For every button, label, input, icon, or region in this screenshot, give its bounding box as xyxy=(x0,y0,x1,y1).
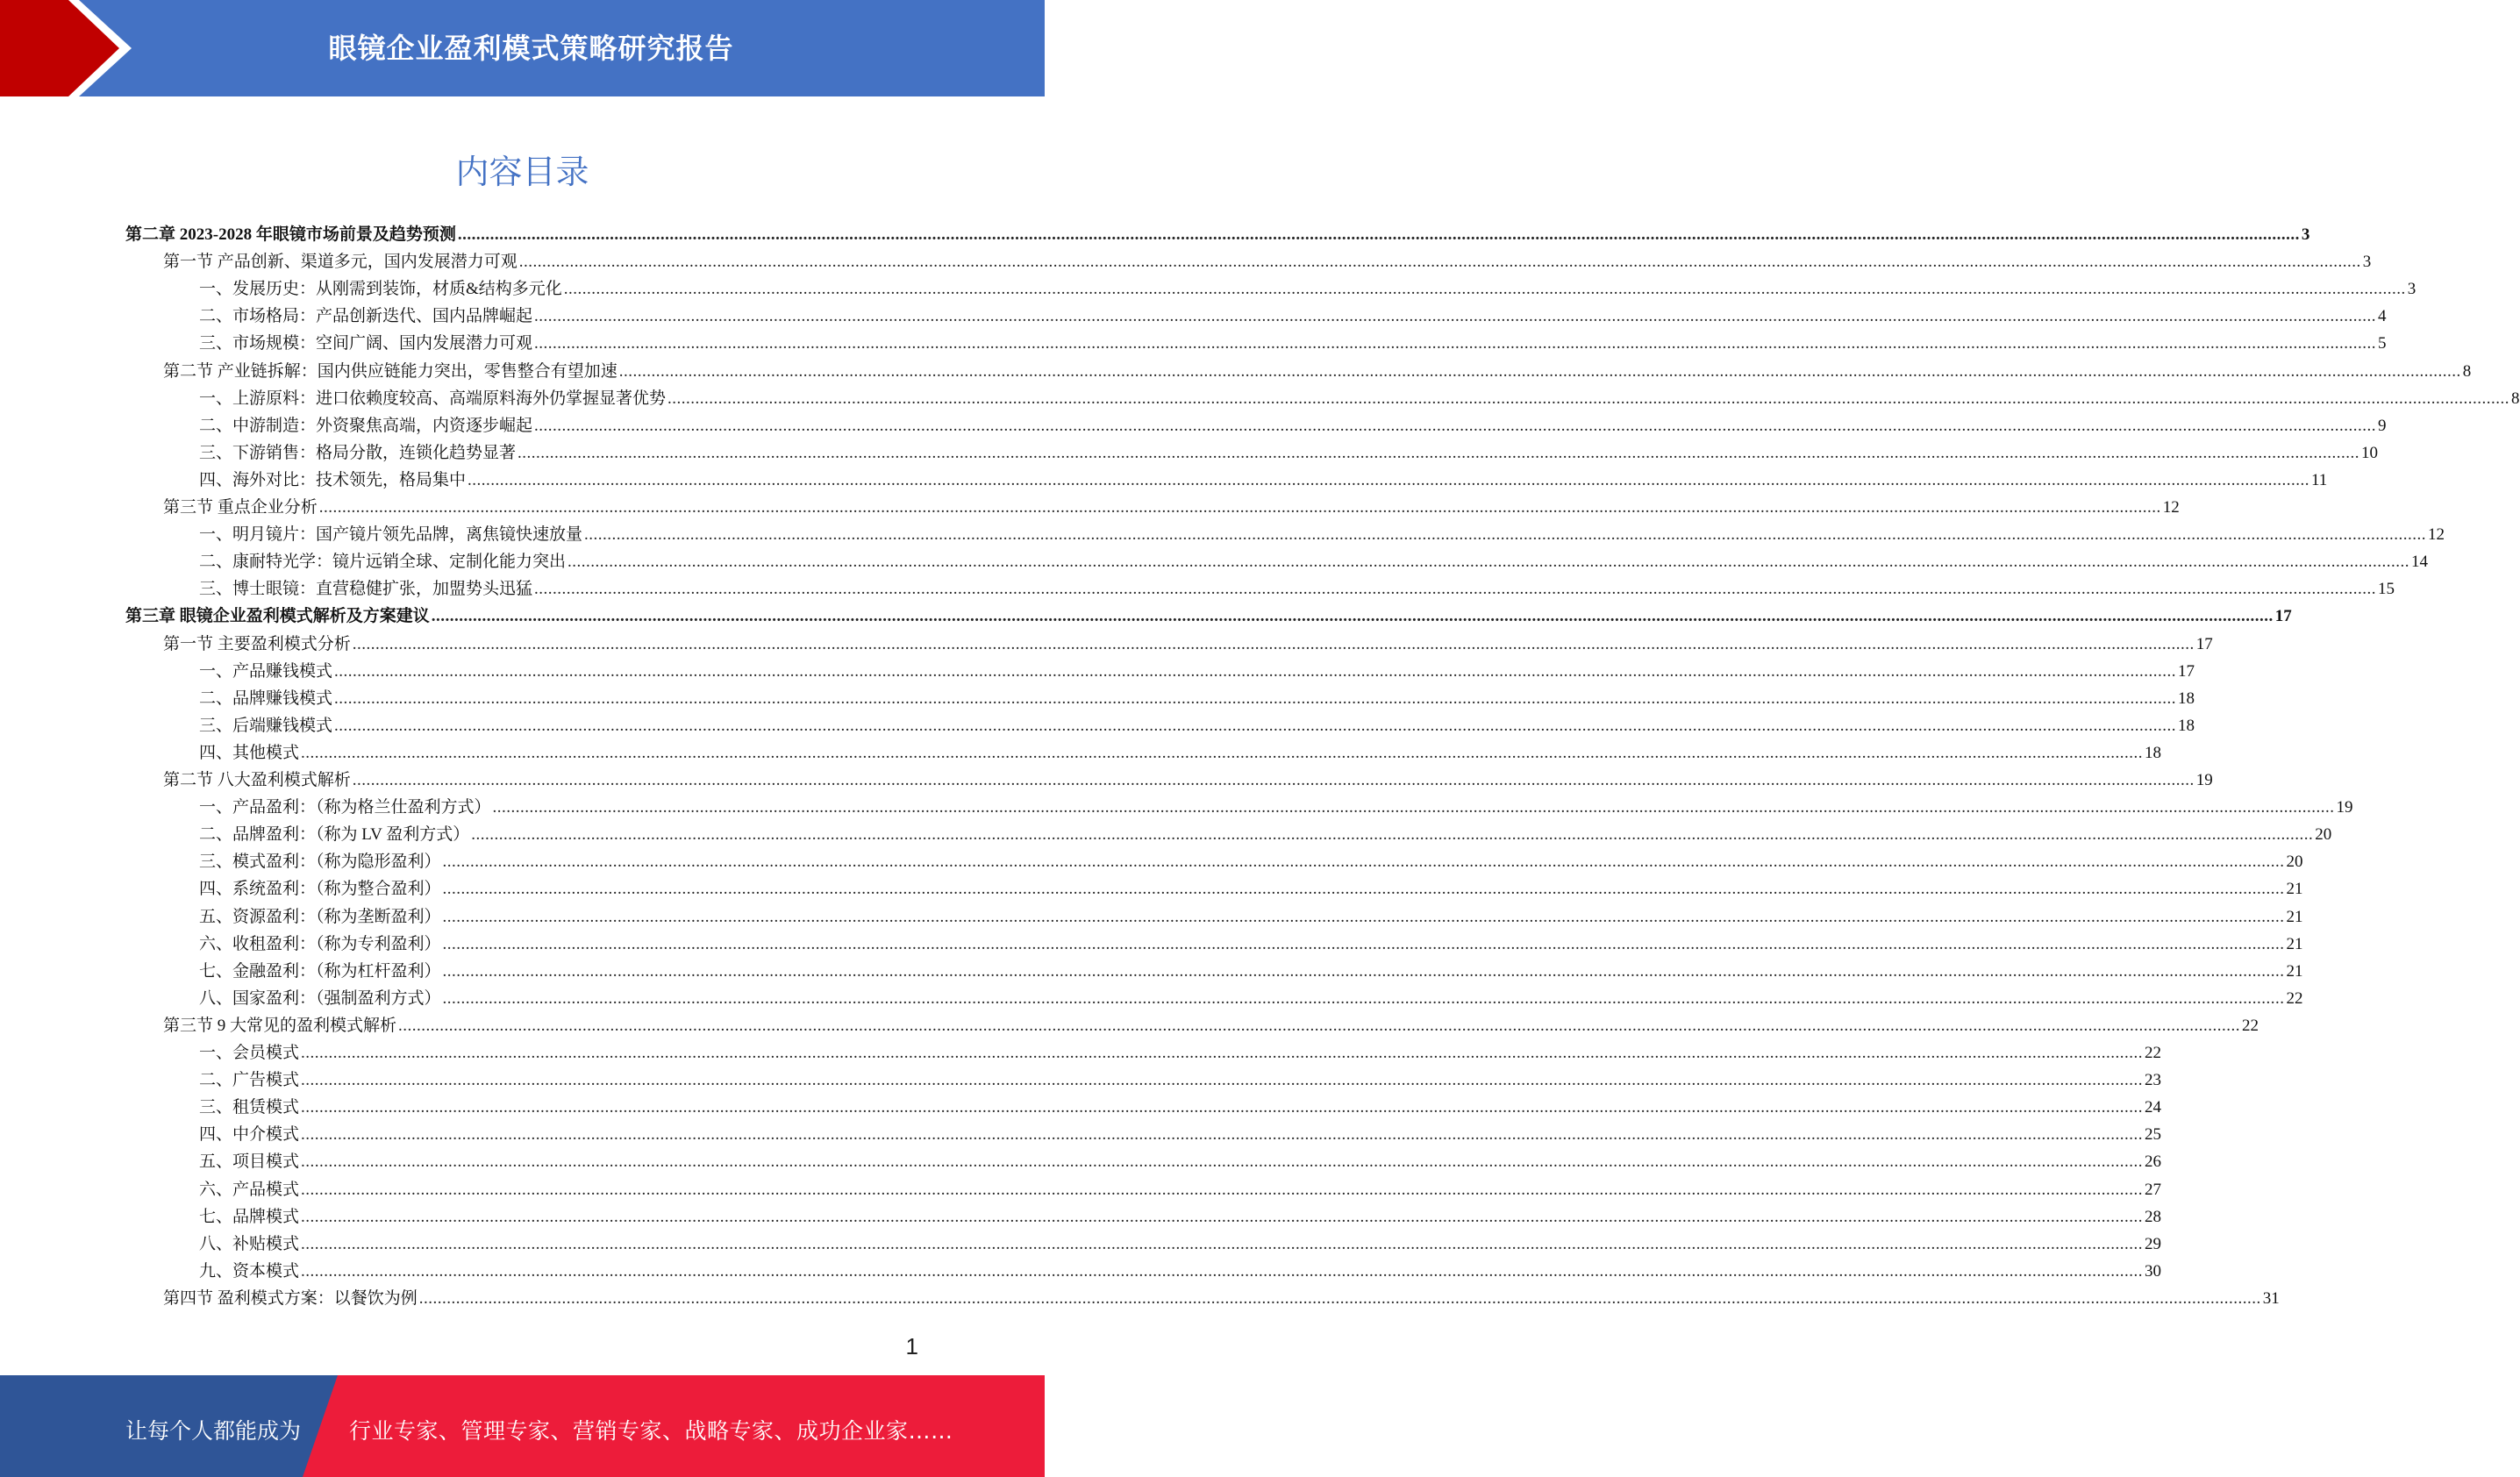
toc-entry-title: 八、国家盈利：（强制盈利方式） xyxy=(199,988,441,1008)
toc-dot-leader: ................................................................................................................................................................................................................................................................................................................................................................................................................ xyxy=(442,934,2285,953)
toc-subsection-entry[interactable] xyxy=(199,1176,2162,1203)
toc-entry-page: 23 xyxy=(2145,1071,2162,1090)
toc-entry-title: 第一节 产品创新、渠道多元，国内发展潜力可观 xyxy=(163,253,518,272)
toc-section-entry[interactable] xyxy=(163,358,2472,385)
toc-entry-title: 第四节 盈利模式方案：以餐饮为例 xyxy=(163,1288,418,1308)
toc-section-entry[interactable] xyxy=(163,494,2180,521)
toc-subsection-entry[interactable] xyxy=(199,1203,2162,1231)
toc-subsection-entry[interactable] xyxy=(199,712,2195,739)
toc-entry-page: 22 xyxy=(2286,988,2303,1008)
toc-section-entry[interactable] xyxy=(163,248,2372,275)
toc-subsection-entry[interactable] xyxy=(199,575,2395,603)
toc-entry-page: 28 xyxy=(2145,1207,2162,1226)
toc-subsection-entry[interactable] xyxy=(199,1258,2162,1285)
toc-entry-title: 第三章 眼镜企业盈利模式解析及方案建议 xyxy=(125,607,430,626)
toc-dot-leader: ................................................................................................................................................................................................................................................................................................................................................................................................................ xyxy=(334,689,2177,708)
toc-entry-title: 九、资本模式 xyxy=(199,1261,300,1281)
toc-entry-title: 五、资源盈利：（称为垄断盈利） xyxy=(199,907,441,926)
toc-entry-page: 10 xyxy=(2361,443,2379,462)
toc-dot-leader: ................................................................................................................................................................................................................................................................................................................................................................................................................ xyxy=(457,225,2300,244)
toc-entry-page: 17 xyxy=(2274,607,2292,626)
toc-entry-title: 四、系统盈利：（称为整合盈利） xyxy=(199,880,441,899)
toc-entry-page: 9 xyxy=(2378,416,2387,435)
toc-dot-leader: ................................................................................................................................................................................................................................................................................................................................................................................................................ xyxy=(442,880,2285,899)
toc-entry-title: 六、产品模式 xyxy=(199,1180,300,1199)
footer-slogan-left: 让每个人都能成为 xyxy=(125,1418,302,1444)
toc-entry-page: 21 xyxy=(2286,880,2303,899)
toc-dot-leader: ................................................................................................................................................................................................................................................................................................................................................................................................................ xyxy=(431,607,2274,626)
toc-dot-leader: ................................................................................................................................................................................................................................................................................................................................................................................................................ xyxy=(442,988,2285,1008)
toc-entry-title: 四、海外对比：技术领先，格局集中 xyxy=(199,470,467,489)
toc-entry-page: 3 xyxy=(2407,280,2416,299)
toc-section-entry[interactable] xyxy=(163,767,2213,794)
toc-dot-leader: ................................................................................................................................................................................................................................................................................................................................................................................................................ xyxy=(301,1234,2144,1253)
toc-entry-title: 第三节 重点企业分析 xyxy=(163,498,318,517)
toc-entry-title: 一、产品盈利：（称为格兰仕盈利方式） xyxy=(199,798,491,817)
toc-subsection-entry[interactable] xyxy=(199,1231,2162,1258)
toc-subsection-entry[interactable] xyxy=(199,467,2328,494)
toc-subsection-entry[interactable] xyxy=(199,1121,2162,1148)
toc-entry-title: 第二章 2023-2028 年眼镜市场前景及趋势预测 xyxy=(125,225,456,244)
toc-entry-title: 第一节 主要盈利模式分析 xyxy=(163,634,351,653)
toc-entry-title: 二、品牌赚钱模式 xyxy=(199,689,333,708)
toc-heading: 内容目录 xyxy=(455,153,589,191)
toc-dot-leader: ................................................................................................................................................................................................................................................................................................................................................................................................................ xyxy=(301,1044,2144,1062)
toc-dot-leader: ................................................................................................................................................................................................................................................................................................................................................................................................................ xyxy=(563,280,2406,299)
toc-entry-title: 二、广告模式 xyxy=(199,1071,300,1090)
toc-entry-title: 一、会员模式 xyxy=(199,1044,300,1062)
toc-entry-title: 五、项目模式 xyxy=(199,1152,300,1172)
toc-entry-page: 17 xyxy=(2178,661,2195,681)
toc-dot-leader: ................................................................................................................................................................................................................................................................................................................................................................................................................ xyxy=(301,1125,2144,1145)
toc-entry-page: 22 xyxy=(2242,1016,2259,1035)
page-footer-banner xyxy=(0,1375,1045,1477)
page-number: 1 xyxy=(905,1333,918,1359)
toc-entry-title: 二、康耐特光学：镜片远销全球、定制化能力突出 xyxy=(199,553,567,572)
toc-entry-title: 七、金融盈利：（称为杠杆盈利） xyxy=(199,961,441,981)
toc-entry-page: 3 xyxy=(2362,253,2372,272)
toc-subsection-entry[interactable] xyxy=(199,1067,2162,1094)
toc-dot-leader: ................................................................................................................................................................................................................................................................................................................................................................................................................ xyxy=(518,253,2361,272)
toc-subsection-entry[interactable] xyxy=(199,848,2303,875)
toc-entry-page: 8 xyxy=(2462,361,2472,381)
toc-dot-leader: ................................................................................................................................................................................................................................................................................................................................................................................................................ xyxy=(352,771,2195,789)
toc-entry-page: 4 xyxy=(2378,307,2387,326)
toc-entry-page: 21 xyxy=(2286,934,2303,953)
toc-dot-leader: ................................................................................................................................................................................................................................................................................................................................................................................................................ xyxy=(534,580,2377,599)
toc-entry-page: 18 xyxy=(2145,743,2162,762)
toc-entry-page: 30 xyxy=(2145,1261,2162,1281)
footer-slogan-right: 行业专家、管理专家、营销专家、战略专家、成功企业家…… xyxy=(349,1418,953,1444)
toc-entry-page: 29 xyxy=(2145,1234,2162,1253)
toc-subsection-entry[interactable] xyxy=(199,821,2332,848)
toc-entry-page: 24 xyxy=(2145,1098,2162,1117)
toc-subsection-entry[interactable] xyxy=(199,685,2195,712)
toc-dot-leader: ................................................................................................................................................................................................................................................................................................................................................................................................................ xyxy=(301,1152,2144,1172)
toc-entry-title: 第二节 产业链拆解：国内供应链能力突出，零售整合有望加速 xyxy=(163,361,618,381)
toc-dot-leader: ................................................................................................................................................................................................................................................................................................................................................................................................................ xyxy=(618,361,2461,381)
toc-entry-title: 第三节 9 大常见的盈利模式解析 xyxy=(163,1016,397,1035)
toc-entry-page: 3 xyxy=(2301,225,2310,244)
toc-dot-leader: ................................................................................................................................................................................................................................................................................................................................................................................................................ xyxy=(301,1071,2144,1090)
toc-entry-page: 31 xyxy=(2262,1288,2280,1308)
toc-chapter-entry[interactable] xyxy=(125,221,2310,248)
toc-entry-title: 三、市场规模：空间广阔、国内发展潜力可观 xyxy=(199,334,533,353)
toc-entry-title: 三、下游销售：格局分散，连锁化趋势显著 xyxy=(199,443,517,462)
toc-dot-leader: ................................................................................................................................................................................................................................................................................................................................................................................................................ xyxy=(418,1288,2261,1308)
toc-entry-page: 12 xyxy=(2162,498,2180,517)
toc-subsection-entry[interactable] xyxy=(199,958,2303,985)
toc-entry-page: 15 xyxy=(2378,580,2395,599)
toc-dot-leader: ................................................................................................................................................................................................................................................................................................................................................................................................................ xyxy=(568,553,2410,572)
toc-section-entry[interactable] xyxy=(163,1285,2280,1312)
toc-entry-page: 20 xyxy=(2315,825,2332,845)
toc-subsection-entry[interactable] xyxy=(199,658,2195,685)
toc-entry-page: 21 xyxy=(2286,961,2303,981)
toc-entry-page: 14 xyxy=(2411,553,2429,572)
toc-entry-title: 第二节 八大盈利模式解析 xyxy=(163,771,351,789)
toc-entry-title: 八、补贴模式 xyxy=(199,1234,300,1253)
toc-subsection-entry[interactable] xyxy=(199,739,2162,767)
toc-dot-leader: ................................................................................................................................................................................................................................................................................................................................................................................................................ xyxy=(301,1207,2144,1226)
toc-subsection-entry[interactable] xyxy=(199,1148,2162,1175)
toc-subsection-entry[interactable] xyxy=(199,1094,2162,1121)
toc-subsection-entry[interactable] xyxy=(199,794,2353,821)
toc-subsection-entry[interactable] xyxy=(199,412,2387,439)
toc-entry-title: 六、收租盈利：（称为专利盈利） xyxy=(199,934,441,953)
toc-dot-leader: ................................................................................................................................................................................................................................................................................................................................................................................................................ xyxy=(442,961,2285,981)
toc-entry-page: 18 xyxy=(2178,716,2195,735)
toc-entry-page: 12 xyxy=(2428,525,2445,545)
toc-dot-leader: ................................................................................................................................................................................................................................................................................................................................................................................................................ xyxy=(534,416,2377,435)
toc-dot-leader: ................................................................................................................................................................................................................................................................................................................................................................................................................ xyxy=(334,661,2177,681)
toc-entry-title: 三、模式盈利：（称为隐形盈利） xyxy=(199,853,441,872)
toc-dot-leader: ................................................................................................................................................................................................................................................................................................................................................................................................................ xyxy=(492,798,2335,817)
toc-subsection-entry[interactable] xyxy=(199,985,2303,1012)
toc-entry-title: 一、明月镜片：国产镜片领先品牌，离焦镜快速放量 xyxy=(199,525,583,545)
toc-entry-title: 二、市场格局：产品创新迭代、国内品牌崛起 xyxy=(199,307,533,326)
toc-entry-page: 22 xyxy=(2145,1044,2162,1062)
toc-entry-title: 四、其他模式 xyxy=(199,743,300,762)
toc-entry-title: 三、后端赚钱模式 xyxy=(199,716,333,735)
page-header-banner xyxy=(0,0,1045,96)
toc-entry-page: 8 xyxy=(2511,389,2520,408)
toc-section-entry[interactable] xyxy=(163,631,2213,658)
toc-subsection-entry[interactable] xyxy=(199,275,2416,303)
toc-dot-leader: ................................................................................................................................................................................................................................................................................................................................................................................................................ xyxy=(534,334,2377,353)
toc-entry-title: 二、中游制造：外资聚焦高端，内资逐步崛起 xyxy=(199,416,533,435)
toc-entry-page: 5 xyxy=(2378,334,2387,353)
toc-subsection-entry[interactable] xyxy=(199,548,2429,575)
toc-entry-title: 一、产品赚钱模式 xyxy=(199,661,333,681)
toc-dot-leader: ................................................................................................................................................................................................................................................................................................................................................................................................................ xyxy=(534,307,2377,326)
toc-subsection-entry[interactable] xyxy=(199,875,2303,903)
toc-dot-leader: ................................................................................................................................................................................................................................................................................................................................................................................................................ xyxy=(442,907,2285,926)
toc-entry-page: 25 xyxy=(2145,1125,2162,1145)
toc-entry-page: 19 xyxy=(2336,798,2353,817)
toc-subsection-entry[interactable] xyxy=(199,931,2303,958)
toc-section-entry[interactable] xyxy=(163,1012,2259,1039)
toc-entry-page: 26 xyxy=(2145,1152,2162,1172)
toc-entry-page: 20 xyxy=(2286,853,2303,872)
toc-subsection-entry[interactable] xyxy=(199,303,2387,330)
toc-dot-leader: ................................................................................................................................................................................................................................................................................................................................................................................................................ xyxy=(301,1180,2144,1199)
toc-entry-page: 27 xyxy=(2145,1180,2162,1199)
toc-entry-title: 一、上游原料：进口依赖度较高、高端原料海外仍掌握显著优势 xyxy=(199,389,667,408)
toc-subsection-entry[interactable] xyxy=(199,385,2520,412)
toc-subsection-entry[interactable] xyxy=(199,1039,2162,1067)
toc-entry-page: 11 xyxy=(2311,470,2328,489)
toc-subsection-entry[interactable] xyxy=(199,903,2303,931)
toc-dot-leader: ................................................................................................................................................................................................................................................................................................................................................................................................................ xyxy=(352,634,2195,653)
toc-entry-title: 二、品牌盈利：（称为 LV 盈利方式） xyxy=(199,825,470,845)
toc-subsection-entry[interactable] xyxy=(199,521,2445,548)
toc-dot-leader: ................................................................................................................................................................................................................................................................................................................................................................................................................ xyxy=(301,743,2144,762)
toc-dot-leader: ................................................................................................................................................................................................................................................................................................................................................................................................................ xyxy=(584,525,2427,545)
toc-dot-leader: ................................................................................................................................................................................................................................................................................................................................................................................................................ xyxy=(318,498,2161,517)
toc-entry-title: 三、博士眼镜：直营稳健扩张，加盟势头迅猛 xyxy=(199,580,533,599)
toc-dot-leader: ................................................................................................................................................................................................................................................................................................................................................................................................................ xyxy=(301,1098,2144,1117)
report-title: 眼镜企业盈利模式策略研究报告 xyxy=(328,32,734,65)
toc-entry-title: 七、品牌模式 xyxy=(199,1207,300,1226)
toc-subsection-entry[interactable] xyxy=(199,439,2379,467)
toc-dot-leader: ................................................................................................................................................................................................................................................................................................................................................................................................................ xyxy=(468,470,2310,489)
toc-entry-page: 18 xyxy=(2178,689,2195,708)
toc-entry-title: 四、中介模式 xyxy=(199,1125,300,1145)
toc-entry-title: 三、租赁模式 xyxy=(199,1098,300,1117)
toc-entry-page: 21 xyxy=(2286,907,2303,926)
toc-subsection-entry[interactable] xyxy=(199,330,2387,357)
toc-dot-leader: ................................................................................................................................................................................................................................................................................................................................................................................................................ xyxy=(518,443,2360,462)
toc-dot-leader: ................................................................................................................................................................................................................................................................................................................................................................................................................ xyxy=(667,389,2510,408)
toc-entry-page: 19 xyxy=(2195,771,2213,789)
toc-chapter-entry[interactable] xyxy=(125,603,2292,630)
toc-dot-leader: ................................................................................................................................................................................................................................................................................................................................................................................................................ xyxy=(442,853,2285,872)
toc-dot-leader: ................................................................................................................................................................................................................................................................................................................................................................................................................ xyxy=(471,825,2314,845)
toc-dot-leader: ................................................................................................................................................................................................................................................................................................................................................................................................................ xyxy=(301,1261,2144,1281)
toc-dot-leader: ................................................................................................................................................................................................................................................................................................................................................................................................................ xyxy=(398,1016,2241,1035)
toc-entry-page: 17 xyxy=(2195,634,2213,653)
toc-entry-title: 一、发展历史：从刚需到装饰，材质&结构多元化 xyxy=(199,280,562,299)
toc-dot-leader: ................................................................................................................................................................................................................................................................................................................................................................................................................ xyxy=(334,716,2177,735)
